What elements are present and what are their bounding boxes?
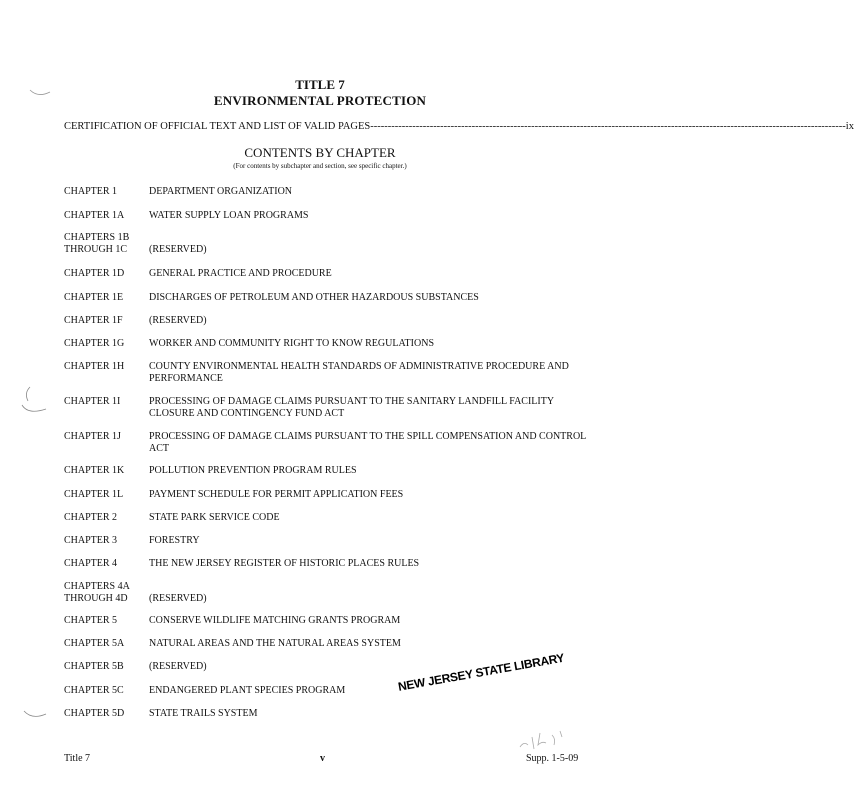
chapter-label: CHAPTER 3 xyxy=(64,535,118,546)
chapter-label: CHAPTER 1K xyxy=(64,465,125,476)
chapter-label: CHAPTER 1 xyxy=(64,186,118,197)
chapter-title: (RESERVED) xyxy=(149,244,207,255)
chapter-label xyxy=(64,232,148,256)
chapter-label: CHAPTER 2 xyxy=(64,512,118,523)
chapter-label: CHAPTER 1H xyxy=(64,361,125,372)
chapter-label: CHAPTER 4 xyxy=(64,558,118,569)
dot-leader: ---------------------------------------------------------------------------------------------------------------------------------------- xyxy=(370,121,846,132)
chapter-label-line1: CHAPTERS 1B xyxy=(64,232,130,243)
chapter-label: CHAPTER 5A xyxy=(64,638,125,649)
chapter-title: FORESTRY xyxy=(149,535,200,546)
chapter-title: PROCESSING OF DAMAGE CLAIMS PURSUANT TO THE SANITARY LANDFILL FACILITY CLOSURE AND CONTINGENCY FUND ACT xyxy=(149,396,554,419)
chapter-label-line1: CHAPTERS 4A xyxy=(64,581,130,592)
chapter-label: CHAPTER 5 xyxy=(64,615,118,626)
chapter-title: (RESERVED) xyxy=(149,315,207,326)
chapter-label: CHAPTER 1D xyxy=(64,268,125,279)
chapter-title: CONSERVE WILDLIFE MATCHING GRANTS PROGRAM xyxy=(149,615,401,626)
library-stamp: NEW JERSEY STATE LIBRARY xyxy=(397,650,566,694)
chapter-title: THE NEW JERSEY REGISTER OF HISTORIC PLACES RULES xyxy=(149,558,420,569)
document-subtitle: ENVIRONMENTAL PROTECTION xyxy=(213,93,427,108)
contents-heading: CONTENTS BY CHAPTER xyxy=(244,145,396,160)
certification-page: ix xyxy=(845,121,854,132)
chapter-title: POLLUTION PREVENTION PROGRAM RULES xyxy=(149,465,357,476)
chapter-title: PAYMENT SCHEDULE FOR PERMIT APPLICATION FEES xyxy=(149,489,404,500)
document-title: TITLE 7 xyxy=(295,77,345,92)
page-number: v xyxy=(320,753,325,764)
punch-hole-mark xyxy=(20,385,50,421)
chapter-label: CHAPTER 1A xyxy=(64,210,125,221)
chapter-label: CHAPTER 5D xyxy=(64,708,125,719)
chapter-label: CHAPTER 1J xyxy=(64,431,121,442)
chapter-title: (RESERVED) xyxy=(149,661,207,672)
chapter-label xyxy=(64,581,148,605)
chapter-title: WORKER AND COMMUNITY RIGHT TO KNOW REGULATIONS xyxy=(149,338,434,349)
chapter-label: CHAPTER 5B xyxy=(64,661,124,672)
contents-note: (For contents by subchapter and section, see specific chapter.) xyxy=(233,162,407,170)
chapter-title: STATE PARK SERVICE CODE xyxy=(149,512,280,523)
punch-hole-mark xyxy=(28,86,52,100)
chapter-title: DEPARTMENT ORGANIZATION xyxy=(149,186,293,197)
handwritten-initials-mark xyxy=(516,723,576,753)
chapter-title: WATER SUPPLY LOAN PROGRAMS xyxy=(149,210,309,221)
chapter-label: CHAPTER 5C xyxy=(64,685,124,696)
chapter-label: CHAPTER 1G xyxy=(64,338,125,349)
chapter-label: CHAPTER 1E xyxy=(64,292,124,303)
chapter-title: GENERAL PRACTICE AND PROCEDURE xyxy=(149,268,332,279)
chapter-title: ENDANGERED PLANT SPECIES PROGRAM xyxy=(149,685,346,696)
chapter-label-line2: THROUGH 4D xyxy=(64,593,128,604)
chapter-label: CHAPTER 1L xyxy=(64,489,124,500)
chapter-label-line2: THROUGH 1C xyxy=(64,244,128,255)
chapter-title: PROCESSING OF DAMAGE CLAIMS PURSUANT TO THE SPILL COMPENSATION AND CONTROL ACT xyxy=(149,431,586,454)
chapter-title: NATURAL AREAS AND THE NATURAL AREAS SYSTEM xyxy=(149,638,401,649)
punch-hole-mark xyxy=(22,708,48,722)
supplement-date: Supp. 1-5-09 xyxy=(526,753,579,764)
footer-title: Title 7 xyxy=(64,753,91,764)
chapter-title: DISCHARGES OF PETROLEUM AND OTHER HAZARDOUS SUBSTANCES xyxy=(149,292,479,303)
chapter-title: COUNTY ENVIRONMENTAL HEALTH STANDARDS OF ADMINISTRATIVE PROCEDURE AND PERFORMANCE xyxy=(149,361,569,384)
chapter-title: (RESERVED) xyxy=(149,593,207,604)
chapter-title: STATE TRAILS SYSTEM xyxy=(149,708,258,719)
certification-line xyxy=(64,121,854,132)
chapter-label: CHAPTER 1I xyxy=(64,396,121,407)
chapter-label: CHAPTER 1F xyxy=(64,315,123,326)
certification-text: CERTIFICATION OF OFFICIAL TEXT AND LIST OF VALID PAGES xyxy=(64,121,371,132)
